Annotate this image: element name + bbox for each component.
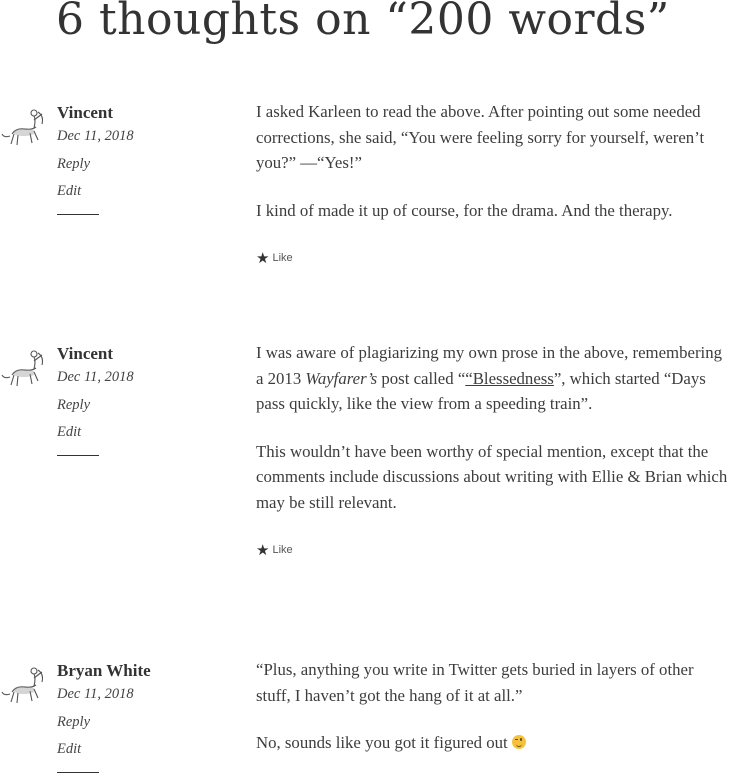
edit-link[interactable]: Edit: [57, 741, 82, 757]
reply-link[interactable]: Reply: [57, 397, 91, 413]
blessedness-link[interactable]: “Blessedness: [465, 368, 554, 388]
comment-text: I was aware of plagiarizing my own prose in the above, remembering a 2013 Wayfarer’s post called ““Blessedness”, which started “Days pass quickly, like the view from a speeding train”.: [256, 343, 722, 413]
comment-text: I kind of made it up of course, for the drama. And the therapy.: [256, 200, 673, 220]
like-button[interactable]: [256, 246, 293, 272]
divider: [57, 455, 99, 456]
divider: [57, 772, 99, 773]
like-label: Like: [272, 543, 293, 556]
centaur-archer-avatar-icon[interactable]: [0, 345, 48, 393]
star-icon: ★: [256, 250, 270, 267]
comment-text: This wouldn’t have been worthy of special mention, except that the comments include discussions about writing with Ellie & Brian which may be still relevant.: [256, 441, 728, 512]
comment-date[interactable]: Dec 11, 2018: [57, 686, 134, 702]
edit-link[interactable]: Edit: [57, 183, 82, 199]
edit-link[interactable]: Edit: [57, 424, 82, 440]
comments-title: 6 thoughts on “200 words”: [56, 0, 670, 45]
winking-face-emoji-icon: [512, 735, 526, 749]
comment-author[interactable]: Vincent: [57, 103, 114, 122]
comment-author[interactable]: Vincent: [57, 344, 114, 363]
reply-link[interactable]: Reply: [57, 714, 91, 730]
star-icon: ★: [256, 542, 270, 559]
like-button[interactable]: [256, 538, 293, 564]
comment-author[interactable]: Bryan White: [57, 661, 151, 680]
comment-text: No, sounds like you got it figured out: [256, 730, 728, 756]
centaur-archer-avatar-icon[interactable]: [0, 662, 48, 710]
centaur-archer-avatar-icon[interactable]: [0, 104, 48, 152]
comment-date[interactable]: Dec 11, 2018: [57, 128, 134, 144]
comment-text: I asked Karleen to read the above. After pointing out some needed corrections, she said, “You were feeling sorry for yourself, weren’t you?” —“Yes!”: [256, 102, 705, 172]
like-label: Like: [272, 251, 293, 264]
blog-name: Wayfarer’s: [305, 368, 378, 388]
reply-link[interactable]: Reply: [57, 156, 91, 172]
comment-date[interactable]: Dec 11, 2018: [57, 369, 134, 385]
comment-text: “Plus, anything you write in Twitter gets buried in layers of other stuff, I haven’t got the hang of it at all.”: [256, 660, 694, 705]
divider: [57, 214, 99, 215]
